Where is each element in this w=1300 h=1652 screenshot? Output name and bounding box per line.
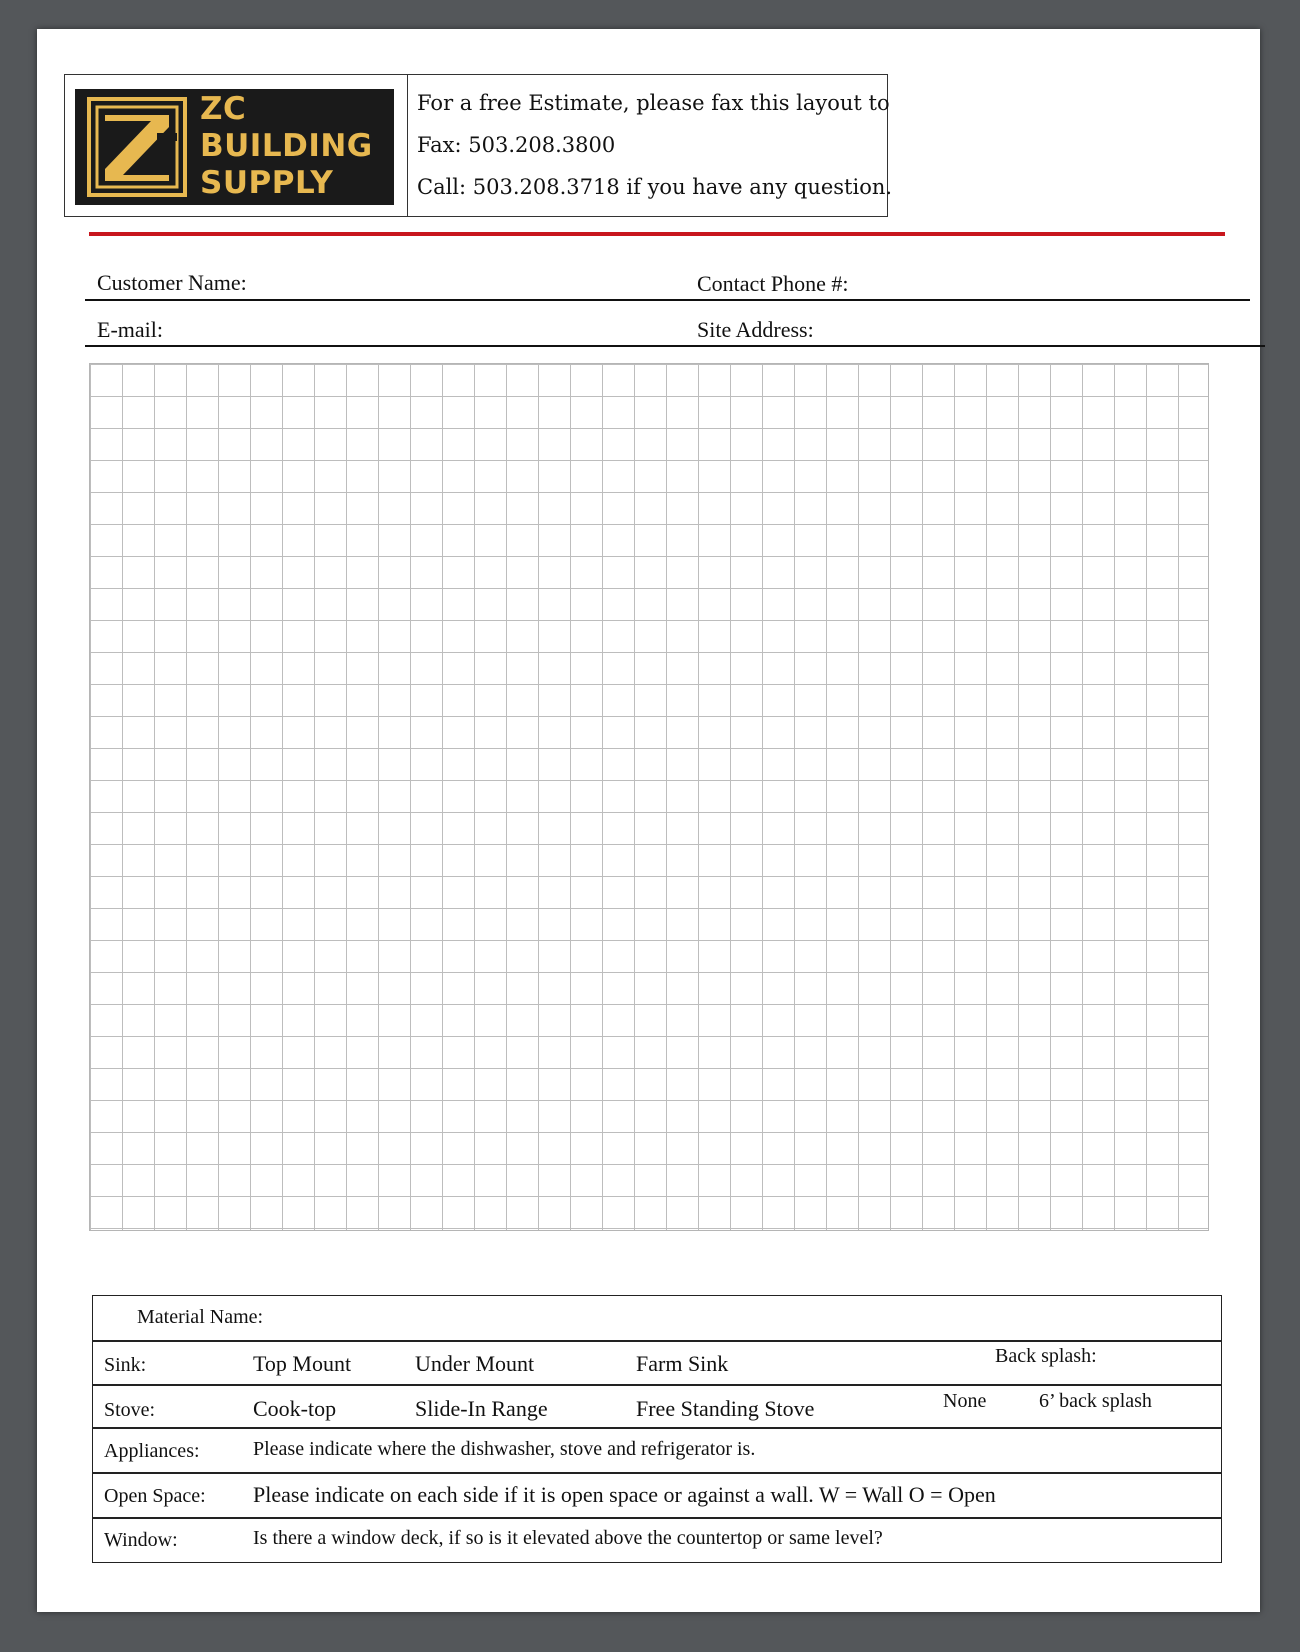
back-splash-option-none[interactable]: None [943, 1390, 987, 1412]
window-instruction: Is there a window deck, if so is it elevated above the countertop or same level? [253, 1527, 883, 1549]
red-divider [89, 232, 1225, 236]
stove-label: Stove: [104, 1399, 156, 1421]
window-label: Window: [104, 1529, 178, 1551]
header-box [64, 74, 893, 217]
table-row-divider [93, 1427, 1221, 1429]
email-row-line[interactable] [85, 345, 1265, 347]
estimate-info [417, 85, 892, 211]
customer-row-line[interactable] [85, 299, 1250, 301]
sink-option-under-mount[interactable]: Under Mount [415, 1351, 535, 1376]
contact-phone-label: Contact Phone #: [697, 271, 849, 296]
sink-label: Sink: [104, 1354, 147, 1376]
layout-grid[interactable] [89, 363, 1209, 1231]
table-row-divider [93, 1472, 1221, 1474]
company-logo [75, 89, 394, 205]
email-label: E-mail: [97, 317, 163, 342]
logo-line-supply: SUPPLY [200, 165, 334, 201]
logo-line-zc: ZC [200, 91, 247, 127]
sink-option-top-mount[interactable]: Top Mount [253, 1351, 352, 1376]
stove-option-slide-in-range[interactable]: Slide-In Range [415, 1396, 548, 1421]
material-name-label: Material Name: [137, 1306, 264, 1328]
table-row-divider [93, 1517, 1221, 1519]
stove-option-cooktop[interactable]: Cook-top [253, 1396, 337, 1421]
stove-option-free-standing[interactable]: Free Standing Stove [636, 1396, 815, 1421]
zc-logo-icon [87, 97, 187, 197]
form-page [37, 29, 1260, 1612]
customer-name-label: Customer Name: [97, 270, 247, 295]
call-line: Call: 503.208.3718 if you have any question. [417, 175, 893, 199]
logo-cell [65, 75, 408, 216]
table-row-divider [93, 1384, 1221, 1386]
appliances-label: Appliances: [104, 1440, 200, 1462]
material-table [92, 1295, 1222, 1563]
site-address-label: Site Address: [697, 317, 814, 342]
logo-line-building: BUILDING [200, 128, 373, 164]
sink-option-farm-sink[interactable]: Farm Sink [636, 1351, 729, 1376]
table-row-divider [93, 1340, 1221, 1342]
logo-text [200, 91, 373, 202]
back-splash-label: Back splash: [995, 1345, 1097, 1367]
open-space-label: Open Space: [104, 1485, 206, 1507]
open-space-instruction: Please indicate on each side if it is open space or against a wall. W = Wall O = Open [253, 1482, 996, 1507]
fax-line: Fax: 503.208.3800 [417, 133, 616, 157]
estimate-line: For a free Estimate, please fax this layout to [417, 91, 890, 115]
appliances-instruction: Please indicate where the dishwasher, stove and refrigerator is. [253, 1438, 756, 1460]
back-splash-option-6-inch[interactable]: 6’ back splash [1039, 1390, 1152, 1412]
